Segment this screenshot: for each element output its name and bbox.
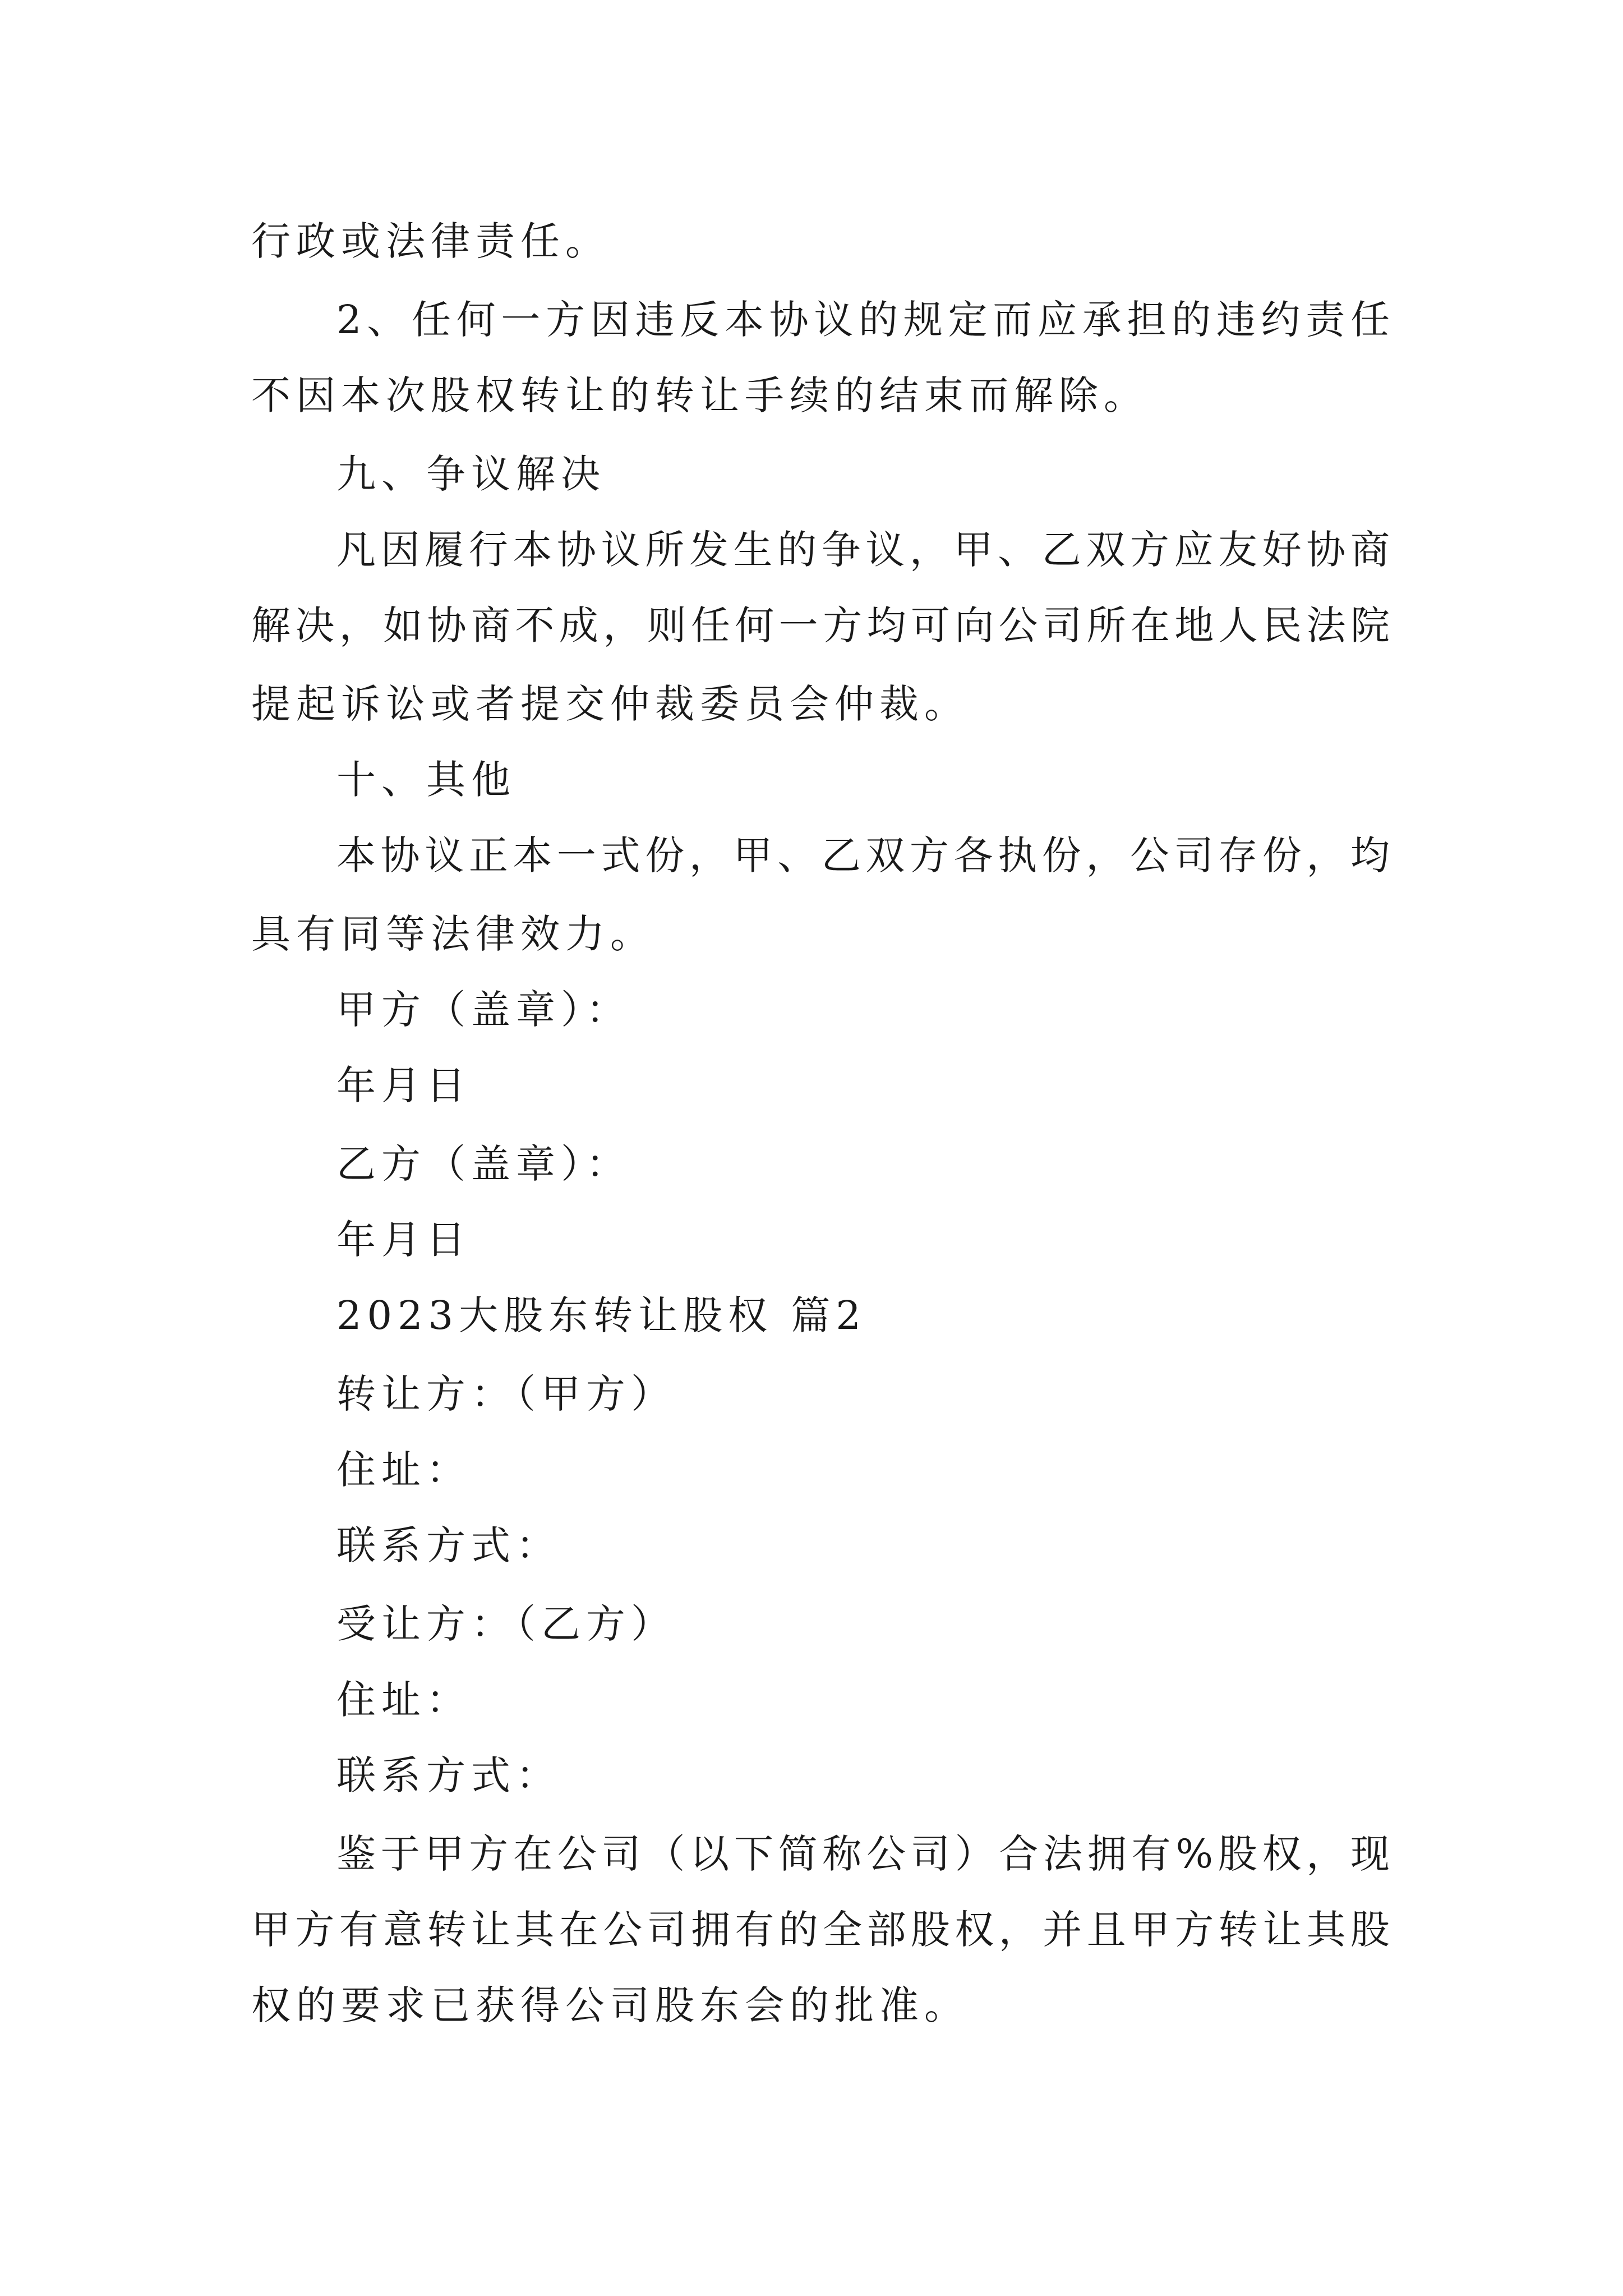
section-heading: 十、其他 — [336, 757, 516, 803]
paragraph-line: 行政或法律责任。 — [251, 218, 610, 264]
contact-line: 联系方式： — [336, 1522, 561, 1568]
paragraph-line: 提起诉讼或者提交仲裁委员会仲裁。 — [251, 681, 969, 727]
paragraph-line: 不因本次股权转让的转让手续的结束而解除。 — [251, 372, 1149, 418]
section-heading: 九、争议解决 — [336, 451, 606, 497]
paragraph-line: 本协议正本一式份，甲、乙双方各执份，公司存份，均 — [336, 832, 1390, 878]
paragraph-line: 解决，如协商不成，则任何一方均可向公司所在地人民法院 — [251, 602, 1390, 648]
transferor-line: 转让方：（甲方） — [336, 1371, 676, 1417]
paragraph-line: 甲方有意转让其在公司拥有的全部股权，并且甲方转让其股 — [251, 1907, 1390, 1953]
contact-line: 联系方式： — [336, 1752, 561, 1798]
party-b-seal-line: 乙方（盖章）： — [336, 1141, 631, 1187]
address-line: 住址： — [336, 1447, 471, 1493]
date-line: 年月日 — [336, 1062, 471, 1108]
party-a-seal-line: 甲方（盖章）： — [336, 987, 631, 1033]
section-title: 2023大股东转让股权 篇2 — [336, 1292, 866, 1338]
date-line: 年月日 — [336, 1217, 471, 1263]
paragraph-line: 2、任何一方因违反本协议的规定而应承担的违约责任 — [336, 297, 1390, 343]
paragraph-line: 凡因履行本协议所发生的争议，甲、乙双方应友好协商 — [336, 527, 1390, 573]
paragraph-line: 权的要求已获得公司股东会的批准。 — [251, 1982, 969, 2028]
paragraph-line: 鉴于甲方在公司（以下简称公司）合法拥有%股权，现 — [336, 1831, 1390, 1877]
paragraph-line: 具有同等法律效力。 — [251, 911, 655, 957]
address-line: 住址： — [336, 1677, 471, 1723]
transferee-line: 受让方：（乙方） — [336, 1601, 676, 1647]
